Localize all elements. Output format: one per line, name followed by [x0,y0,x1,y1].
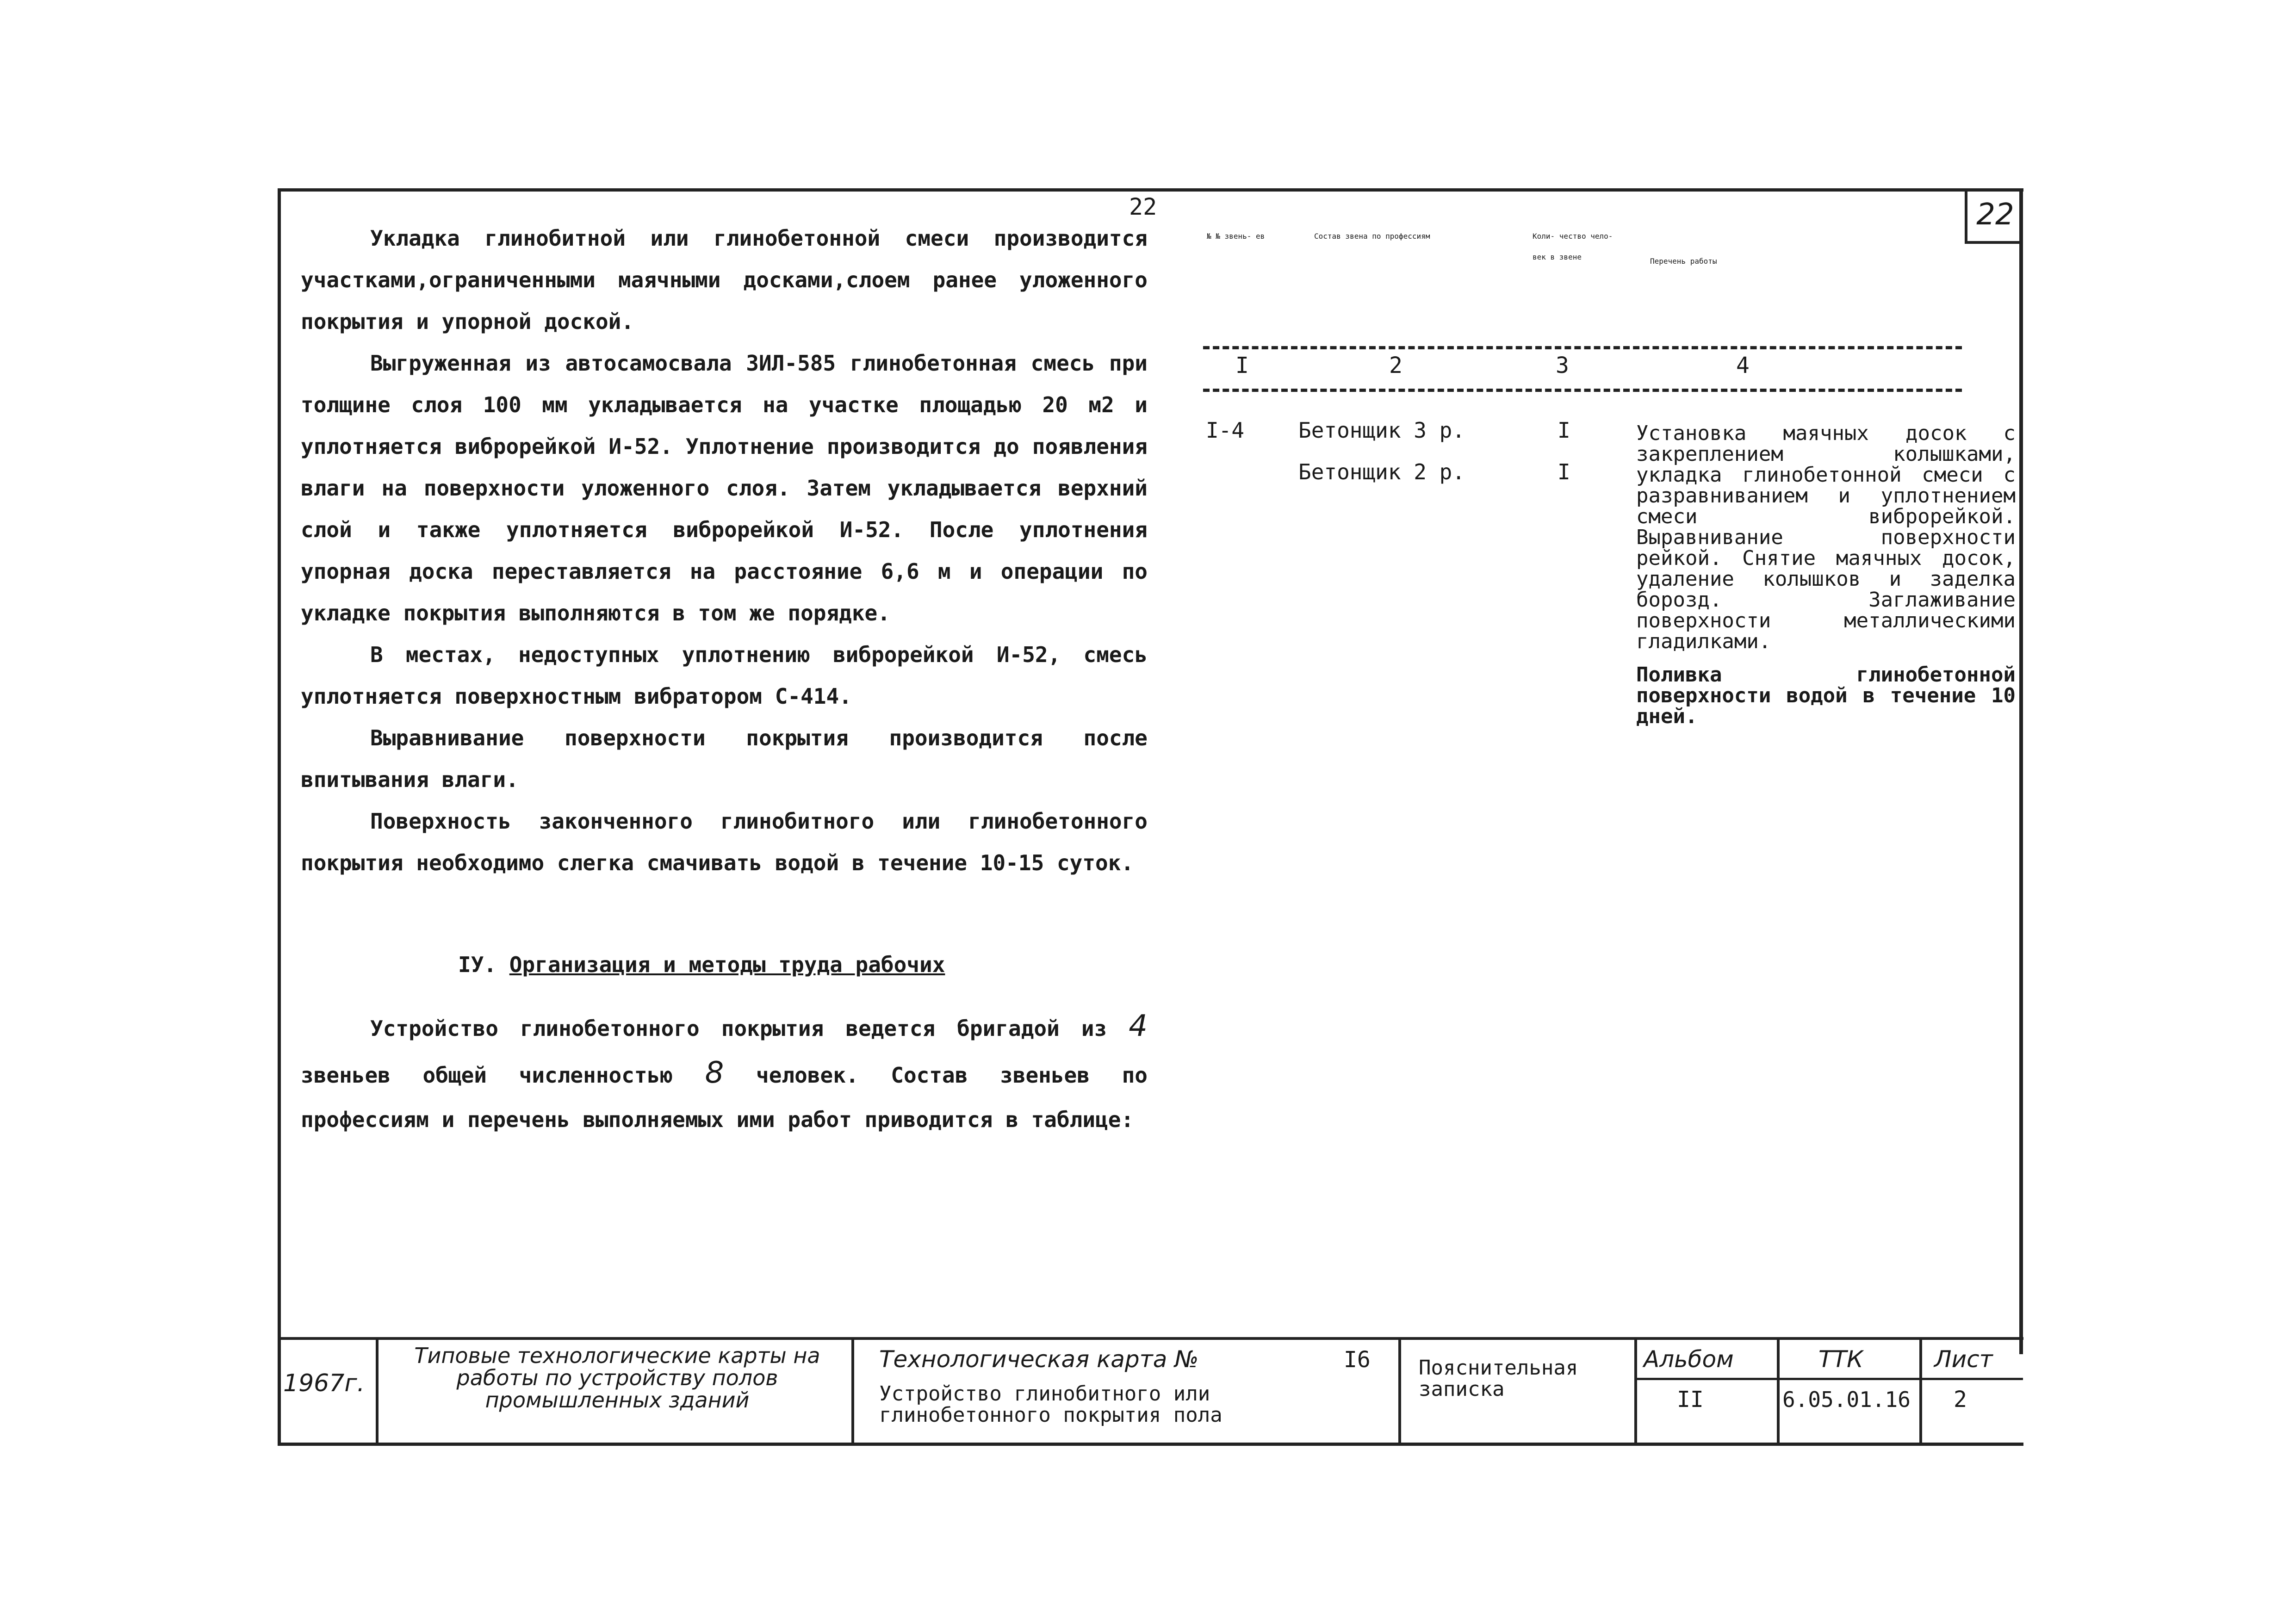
title-block-divider-3 [1398,1337,1401,1443]
series-title: Типовые технологические карты на работы по устройству полов промышленных зданий [414,1343,820,1412]
page-number-box: 22 [1965,188,2023,244]
sheet-label: Лист [1934,1346,1993,1373]
title-block-divider-6 [1919,1337,1922,1443]
card-number: I6 [1344,1347,1371,1373]
header-works: Перечень работы [1650,257,1717,266]
row-composition-1: Бетонщик 3 р. [1298,418,1465,443]
col-number-2: 2 [1389,353,1402,378]
title-block-divider-2 [851,1337,854,1443]
header-composition: Состав звена по профессиям [1314,232,1430,241]
doc-type: Пояснительная записка [1419,1356,1578,1401]
col-number-1: I [1235,353,1249,378]
header-crew-no: № № звень- ев [1207,232,1265,241]
title-block-divider-4 [1634,1337,1637,1443]
page-number-top: 22 [1129,193,1157,220]
paragraph-4: Выравнивание поверхности покрытия производится после впитывания влаги. [301,725,1148,792]
col-number-3: 3 [1556,353,1569,378]
row-work-1: Установка маячных досок с закреплением колышками, укладка глинобетонной смеси с разравниванием и уплотнением смеси виброрейкой. Выравнивание поверхности рейкой. Снятие маячных досок, удаление колышков и заделка борозд. Заглаживание поверхности металлическими гладилками. [1636,421,2016,653]
org-handwritten-workers: 8 [705,1056,724,1090]
table-rule-top [1203,346,1962,349]
row-crew-no: I-4 [1206,418,1245,443]
col-number-4: 4 [1736,353,1750,378]
year: 1967г. [283,1369,365,1397]
card-title: Устройство глинобитного или глинобетонного покрытия пола [879,1382,1222,1427]
sheet-value: 2 [1954,1387,1967,1412]
row-work-2: Поливка глинобетонной поверхности водой в течение 10 дней. [1636,663,2016,728]
ttk-label: ТТК [1818,1346,1863,1373]
paragraph-2: Выгруженная из автосамосвала ЗИЛ-585 глинобетонная смесь при толщине слоя 100 мм укладывается на участке площадью 20 м2 и уплотняется виброрейкой И-52. Уплотнение производится до появления влаги на поверхности уложенного слоя. Затем укладывается верхний слой и также уплотняется виброрейкой И-52. После уплотнения упорная доска переставляется на расстояние 6,6 м и операции по укладке покрытия выполняются в том же порядке. [301,351,1148,626]
header-count: Коли- чество чело- век в звене [1533,232,1613,261]
org-text-2: звеньев общей численностью [301,1063,673,1088]
title-block-top-rule [278,1337,2023,1340]
title-block-divider-5 [1777,1337,1780,1443]
card-label: Технологическая карта № [879,1346,1199,1373]
org-handwritten-crews: 4 [1129,1009,1148,1043]
row-composition-2: Бетонщик 2 р. [1298,459,1465,484]
section-number: IУ. [458,952,497,977]
paragraph-5: Поверхность законченного глинобитного или глинобетонного покрытия необходимо слегка смачивать водой в течение 10-15 суток. [301,809,1148,875]
row-count-1: I [1558,418,1570,443]
section-title: Организация и методы труда рабочих [509,952,945,977]
paragraph-1: Укладка глинобитной или глинобетонной смеси производится участками,ограниченными маячными досками,слоем ранее уложенного покрытия и упорной доской. [301,226,1148,334]
org-text-1: Устройство глинобетонного покрытия ведется бригадой из [370,1016,1107,1041]
org-text-3: человек. Состав звеньев по профессиям и перечень выполняемых ими работ приводится в таблице: [301,1063,1148,1132]
paragraph-3: В местах, недоступных уплотнению виброрейкой И-52, смесь уплотняется поверхностным вибратором С-414. [301,642,1148,709]
title-block-label-rule [1634,1378,2023,1380]
ttk-value: 6.05.01.16 [1782,1387,1911,1412]
album-label: Альбом [1644,1346,1734,1373]
table-rule-bottom [1203,389,1962,392]
album-value: II [1677,1387,1704,1412]
title-block-divider-1 [376,1337,379,1443]
row-count-2: I [1558,459,1570,484]
